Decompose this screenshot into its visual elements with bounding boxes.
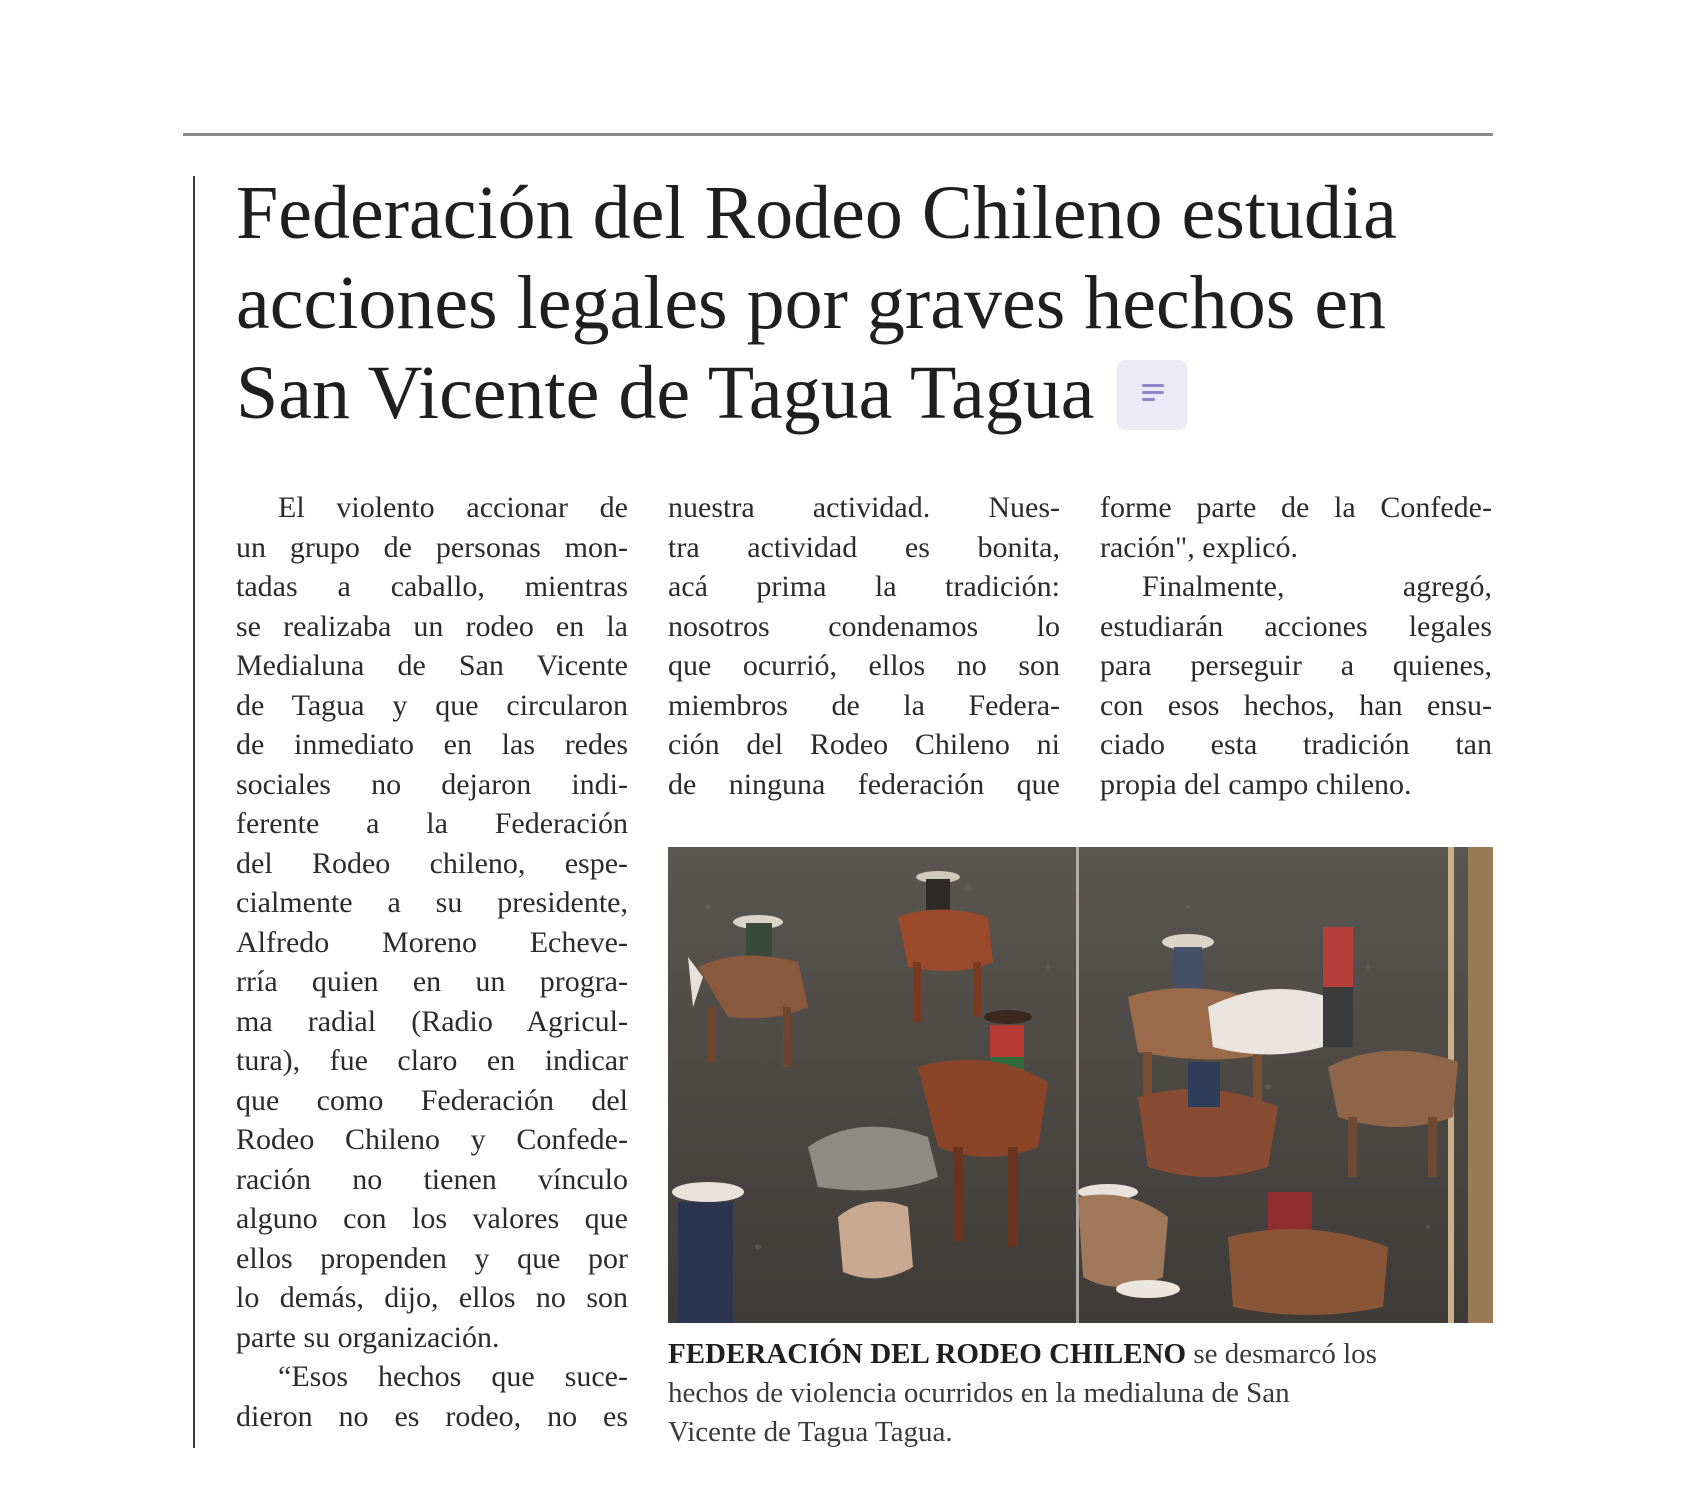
rodeo-photo [668, 847, 1493, 1323]
body-line: ma radial (Radio Agricul- [236, 1004, 628, 1038]
rodeo-photo-illustration [668, 847, 1493, 1323]
body-line: ción del Rodeo Chileno ni [668, 728, 1060, 761]
headline [236, 168, 1506, 438]
body-line: un grupo de personas mon- [236, 530, 628, 564]
body-line: nuestra actividad. Nues- [668, 491, 1060, 524]
body-line: tadas a caballo, mientras [236, 570, 628, 603]
body-line: de Tagua y que circularon [236, 688, 628, 722]
caption-bold: FEDERACIÓN DEL RODEO CHILENO [668, 1338, 1187, 1370]
headline-line-2: acciones legales por graves hechos en [236, 261, 1387, 345]
body-line: que ocurrió, ellos no son [668, 649, 1060, 682]
body-column-3 [1100, 488, 1492, 804]
body-line: rría quien en un progra- [236, 965, 628, 998]
headline-line-1: Federación del Rodeo Chileno estudia [236, 171, 1397, 255]
body-line: ciado esta tradición tan [1100, 728, 1492, 761]
body-line: con esos hechos, han ensu- [1100, 688, 1492, 722]
body-line: estudiarán acciones legales [1100, 609, 1492, 643]
top-rule [183, 133, 1493, 136]
photo-caption [668, 1335, 1493, 1452]
caption-line-3: Vicente de Tagua Tagua. [668, 1416, 953, 1448]
summary-lines-icon[interactable] [1117, 360, 1187, 430]
body-line: cialmente a su presidente, [236, 886, 628, 919]
body-line: que como Federación del [236, 1083, 628, 1117]
body-line: Medialuna de San Vicente [236, 649, 628, 682]
caption-line-1-rest: se desmarcó los [1186, 1338, 1377, 1370]
body-line: para perseguir a quienes, [1100, 649, 1492, 682]
caption-line-1 [668, 1335, 1493, 1374]
body-line: forme parte de la Confede- [1100, 491, 1492, 524]
body-line: propia del campo chileno. [1100, 767, 1412, 801]
caption-line-2: hechos de violencia ocurridos en la medialuna de San [668, 1377, 1290, 1409]
body-line: parte su organización. [236, 1320, 500, 1354]
body-line: nosotros condenamos lo [668, 609, 1060, 643]
body-line: de ninguna federación que [668, 767, 1060, 801]
body-line: ellos propenden y que por [236, 1241, 628, 1275]
body-line: sociales no dejaron indi- [236, 767, 628, 801]
body-line: El violento accionar de [278, 491, 628, 524]
body-line: ferente a la Federación [236, 807, 628, 840]
body-column-1 [236, 488, 628, 1436]
body-line: ración", explicó. [1100, 530, 1299, 564]
body-column-2 [668, 488, 1060, 804]
left-column-rule [193, 176, 195, 1448]
body-line: del Rodeo chileno, espe- [236, 846, 628, 880]
headline-line-3: San Vicente de Tagua Tagua [236, 348, 1506, 438]
body-line: Alfredo Moreno Echeve- [236, 925, 628, 959]
body-line: alguno con los valores que [236, 1202, 628, 1235]
body-line: “Esos hechos que suce- [278, 1360, 628, 1393]
body-line: miembros de la Federa- [668, 688, 1060, 722]
body-line: tura), fue claro en indicar [236, 1044, 628, 1077]
body-line: lo demás, dijo, ellos no son [236, 1281, 628, 1314]
body-line: dieron no es rodeo, no es [236, 1399, 628, 1433]
body-line: se realizaba un rodeo en la [236, 609, 628, 643]
body-line: Rodeo Chileno y Confede- [236, 1123, 628, 1156]
body-line: ración no tienen vínculo [236, 1162, 628, 1196]
body-line: de inmediato en las redes [236, 728, 628, 761]
body-line: acá prima la tradición: [668, 570, 1060, 603]
body-line: tra actividad es bonita, [668, 530, 1060, 564]
body-line: Finalmente, agregó, [1142, 570, 1492, 603]
